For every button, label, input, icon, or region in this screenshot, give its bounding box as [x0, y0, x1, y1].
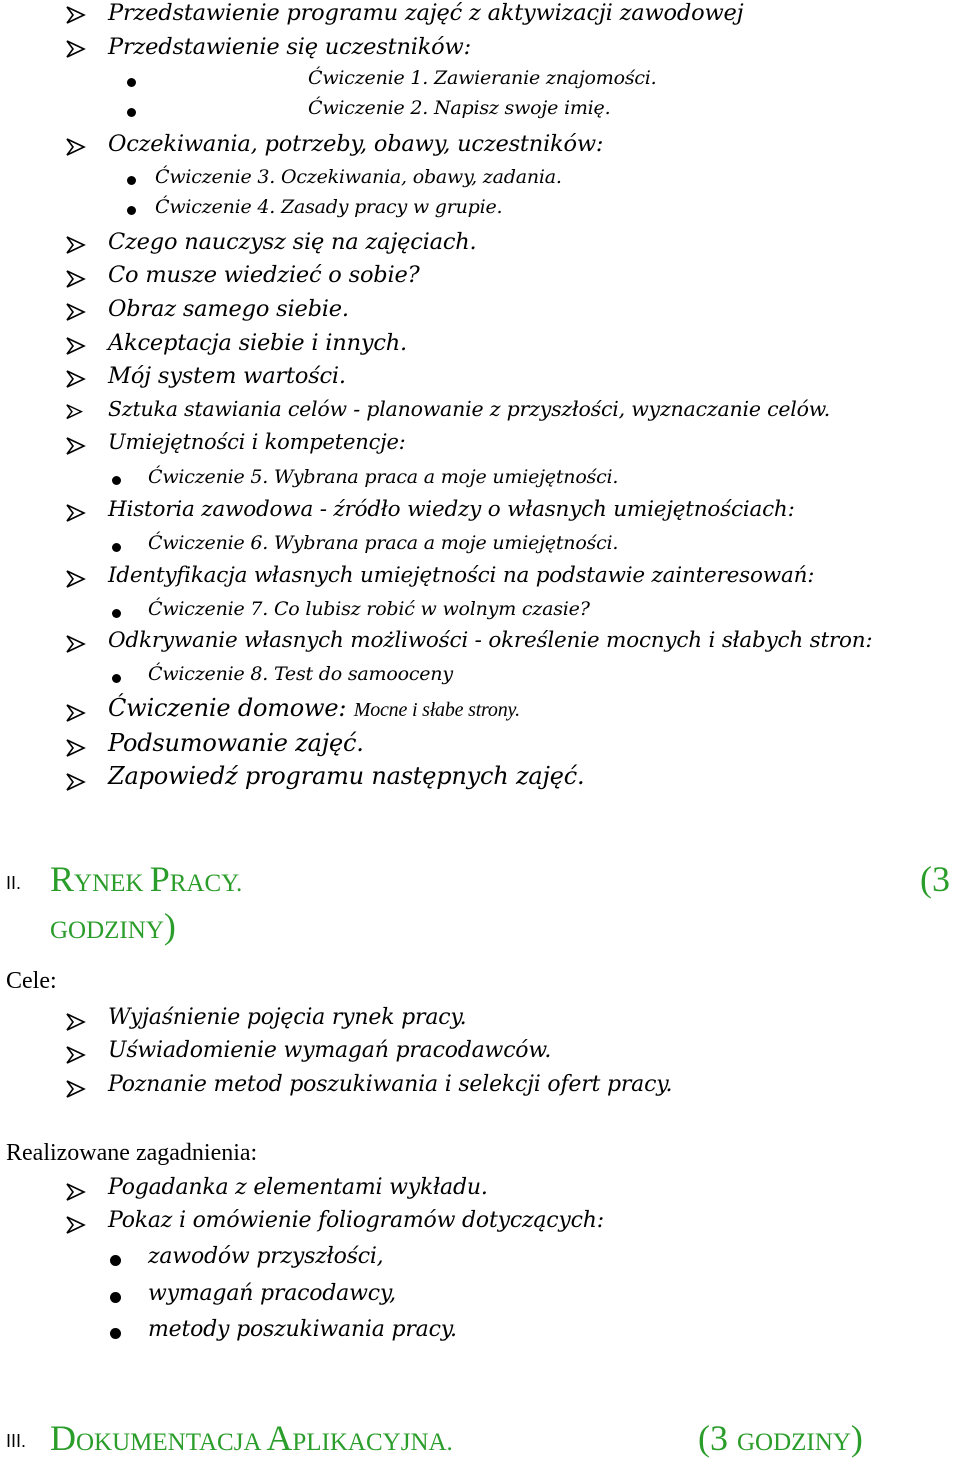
section-number: II. — [6, 873, 22, 893]
outline-item: Mój system wartości. — [108, 363, 346, 389]
outline-item: Co musze wiedzieć o sobie? — [108, 262, 420, 288]
outline-subitem: Ćwiczenie 2. Napisz swoje imię. — [308, 97, 611, 119]
section-hours: (3 GODZINY) — [698, 1418, 863, 1458]
outline-item: Podsumowanie zajęć. — [108, 729, 364, 757]
topic-item: Pokaz i omówienie foliogramów dotyczących: — [108, 1208, 604, 1233]
goal-item: Wyjaśnienie pojęcia rynek pracy. — [108, 1005, 467, 1030]
outline-item — [108, 694, 520, 722]
round-bullet-icon — [127, 78, 136, 87]
goal-item: Poznanie metod poszukiwania i selekcji ofert pracy. — [108, 1072, 673, 1097]
outline-subitem: Ćwiczenie 1. Zawieranie znajomości. — [308, 67, 657, 89]
round-bullet-icon — [110, 1255, 121, 1266]
outline-subitem: Ćwiczenie 3. Oczekiwania, obawy, zadania. — [155, 166, 562, 188]
outline-subitem: Ćwiczenie 7. Co lubisz robić w wolnym czasie? — [148, 598, 590, 620]
outline-item: Akceptacja siebie i innych. — [108, 330, 408, 356]
outline-item: Identyfikacja własnych umiejętności na podstawie zainteresowań: — [108, 563, 815, 588]
round-bullet-icon — [110, 1328, 121, 1339]
outline-subitem: Ćwiczenie 6. Wybrana praca a moje umiejętności. — [148, 532, 619, 554]
homework-label: Ćwiczenie domowe: — [108, 694, 347, 722]
round-bullet-icon — [112, 543, 121, 552]
topics-heading: Realizowane zagadnienia: — [6, 1140, 258, 1166]
round-bullet-icon — [112, 609, 121, 618]
section-hours-open: (3 — [920, 859, 950, 899]
outline-item: Zapowiedź programu następnych zajęć. — [108, 762, 585, 790]
topic-item: Pogadanka z elementami wykładu. — [108, 1175, 488, 1200]
outline-item: Umiejętności i kompetencje: — [108, 430, 406, 454]
goals-heading: Cele: — [6, 968, 57, 994]
round-bullet-icon — [127, 108, 136, 117]
section-number: III. — [6, 1431, 27, 1451]
outline-item: Oczekiwania, potrzeby, obawy, uczestników: — [108, 131, 604, 157]
outline-item: Przedstawienie programu zajęć z aktywizacji zawodowej — [108, 0, 744, 26]
subtopic-item: metody poszukiwania pracy. — [148, 1317, 457, 1342]
subtopic-item: wymagań pracodawcy, — [148, 1281, 396, 1306]
outline-item: Odkrywanie własnych możliwości - określenie mocnych i słabych stron: — [108, 628, 873, 653]
section-title: RYNEK PRACY. — [50, 859, 243, 899]
outline-item: Przedstawienie się uczestników: — [108, 34, 471, 60]
homework-topic: Mocne i słabe strony. — [353, 699, 520, 721]
round-bullet-icon — [112, 476, 121, 485]
round-bullet-icon — [127, 206, 136, 215]
goal-item: Uświadomienie wymagań pracodawców. — [108, 1038, 552, 1063]
round-bullet-icon — [110, 1292, 121, 1303]
outline-subitem: Ćwiczenie 5. Wybrana praca a moje umiejętności. — [148, 466, 619, 488]
section-title: DOKUMENTACJA APLIKACYJNA. — [50, 1418, 453, 1458]
section-hours: GODZINY) — [50, 906, 176, 946]
outline-item: Czego nauczysz się na zajęciach. — [108, 229, 477, 255]
outline-subitem: Ćwiczenie 8. Test do samooceny — [148, 663, 453, 685]
round-bullet-icon — [112, 674, 121, 683]
outline-subitem: Ćwiczenie 4. Zasady pracy w grupie. — [155, 196, 503, 218]
outline-item: Sztuka stawiania celów - planowanie z przyszłości, wyznaczanie celów. — [108, 397, 831, 421]
round-bullet-icon — [127, 176, 136, 185]
subtopic-item: zawodów przyszłości, — [148, 1244, 384, 1269]
outline-item: Obraz samego siebie. — [108, 296, 349, 322]
outline-item: Historia zawodowa - źródło wiedzy o własnych umiejętnościach: — [108, 497, 795, 522]
